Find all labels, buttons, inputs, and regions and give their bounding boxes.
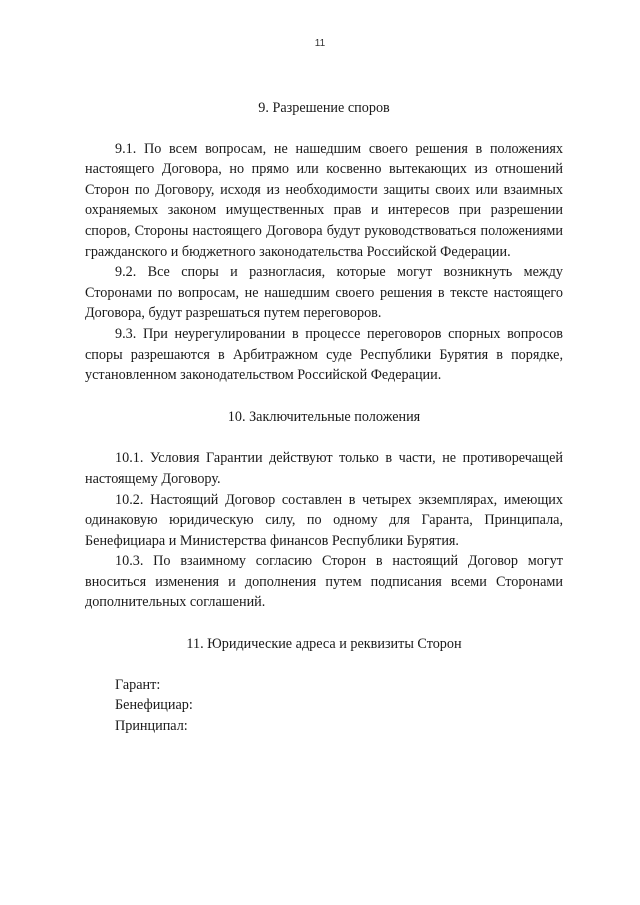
paragraph-10-3: 10.3. По взаимному согласию Сторон в настоящий Договор могут вноситься изменения и дополнения путем подписания всеми Сторонами дополнительных соглашений.: [85, 553, 563, 611]
principal-label: Принципал:: [115, 717, 188, 734]
paragraph-9-3: 9.3. При неурегулировании в процессе переговоров спорных вопросов споры разрешаются в Арбитражном суде Республики Бурятия в порядке, установленном законодательством Российской Федерации.: [85, 325, 563, 384]
document-body: [85, 98, 563, 736]
section-9-heading: 9. Разрешение споров: [258, 100, 390, 116]
paragraph-9-1: 9.1. По всем вопросам, не нашедшим своего решения в положениях настоящего Договора, но прямо или косвенно вытекающих из отношений Сторон по Договору, исходя из необходимости защиты своих или взаимных охраняемых законом имущественных прав и интересов при разрешении споров, Стороны настоящего Договора будут руководствоваться положениями гражданского и бюджетного законодательства Российской Федерации.: [85, 140, 563, 260]
section-10-heading: 10. Заключительные положения: [227, 408, 421, 425]
beneficiary-label: Бенефициар:: [115, 697, 193, 714]
guarantor-label: Гарант:: [115, 676, 161, 693]
paragraph-9-2: 9.2. Все споры и разногласия, которые могут возникнуть между Сторонами по вопросам, не нашедшим своего решения в тексте настоящего Договора, будут разрешаться путем переговоров.: [85, 264, 563, 322]
section-11-heading: 11. Юридические адреса и реквизиты Сторон: [186, 636, 462, 653]
signatory-list: [85, 675, 563, 737]
paragraph-10-2: 10.2. Настоящий Договор составлен в четырех экземплярах, имеющих одинаковую юридическую силу, по одному для Гаранта, Принципала, Бенефициара и Министерства финансов Республики Бурятия.: [85, 491, 563, 549]
paragraph-10-1: 10.1. Условия Гарантии действуют только в части, не противоречащей настоящему Договору.: [85, 450, 563, 487]
page-number: 11: [314, 38, 326, 49]
